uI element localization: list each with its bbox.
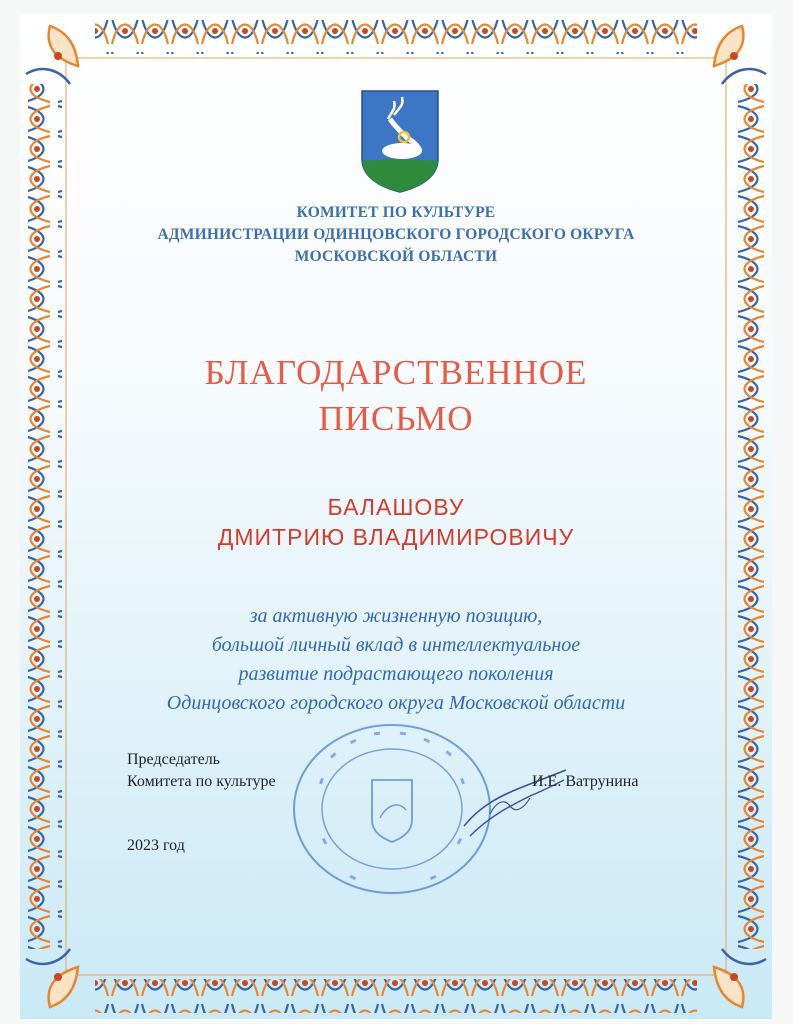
recipient-line: БАЛАШОВУ — [327, 494, 465, 520]
title-line: БЛАГОДАРСТВЕННОЕ — [204, 353, 588, 392]
signatory-name: И.Е. Ватрунина — [532, 773, 639, 790]
gratitude-text — [20, 602, 772, 718]
organization-line: МОСКОВСКОЙ ОБЛАСТИ — [294, 248, 498, 265]
recipient-line: ДМИТРИЮ ВЛАДИМИРОВИЧУ — [217, 524, 575, 550]
recipient-name — [20, 492, 772, 552]
title-line: ПИСЬМО — [318, 399, 474, 438]
body-line: развитие подрастающего поколения — [238, 663, 554, 685]
issue-year: 2023 год — [127, 837, 185, 854]
signatory-role-line: Председатель — [127, 751, 220, 768]
issuing-organization — [20, 202, 772, 268]
signatory-role — [127, 749, 276, 793]
body-line: Одинцовского городского округа Московской области — [166, 692, 626, 714]
signatory-role-line: Комитета по культуре — [127, 773, 276, 790]
body-line: за активную жизненную позицию, — [249, 605, 543, 627]
organization-line: КОМИТЕТ ПО КУЛЬТУРЕ — [296, 204, 496, 221]
document-title — [20, 350, 772, 442]
coat-of-arms-icon — [360, 89, 440, 194]
body-line: большой личный вклад в интеллектуальное — [211, 634, 581, 656]
organization-line: АДМИНИСТРАЦИИ ОДИНЦОВСКОГО ГОРОДСКОГО ОКРУГА — [157, 226, 635, 243]
certificate-sheet — [20, 14, 772, 1019]
